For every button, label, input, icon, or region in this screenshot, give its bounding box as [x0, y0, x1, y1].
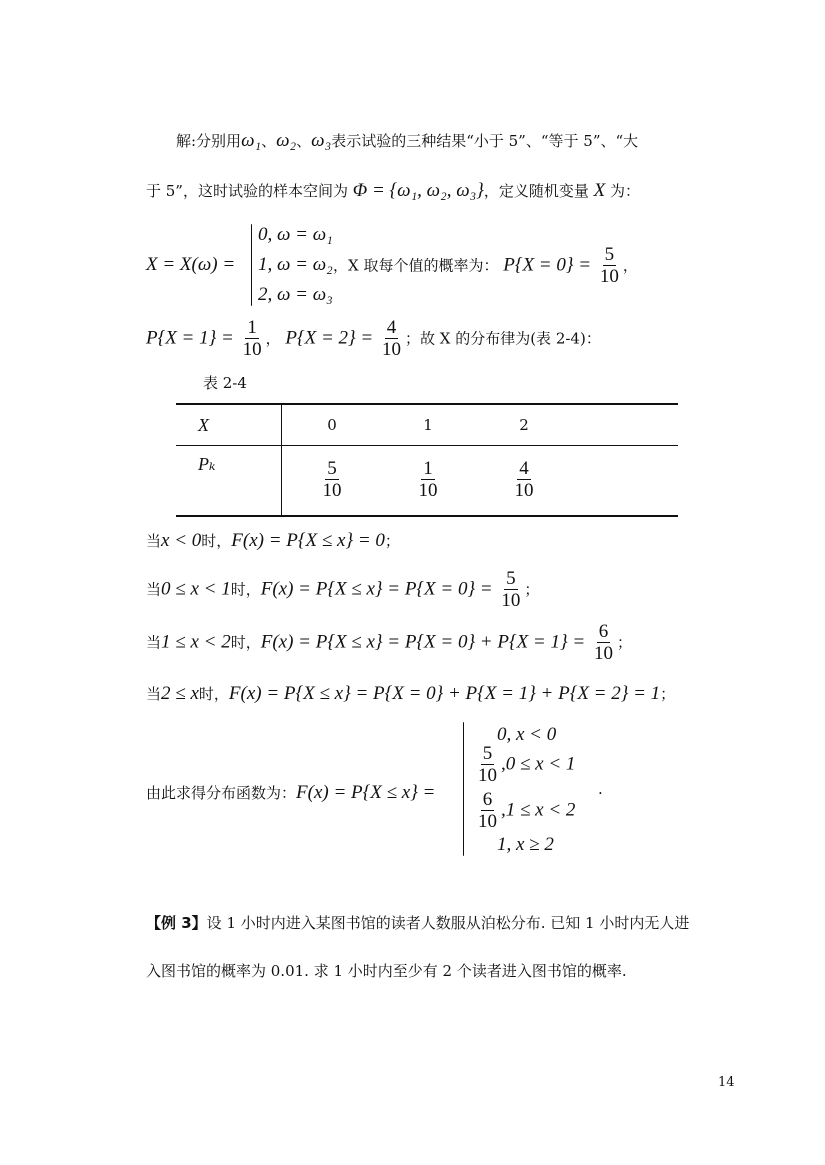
random-variable-name: X — [593, 180, 606, 201]
probs-sep: ， — [265, 329, 281, 348]
cdf-0-end: ； — [384, 532, 400, 550]
cdf-case-2-num: 5 — [482, 743, 493, 764]
table-prob-1 — [417, 459, 440, 502]
p0-den: 10 — [599, 266, 619, 287]
cdf-2-prefix: 当 — [146, 633, 162, 652]
p1-num: 1 — [247, 317, 257, 338]
cdf-2-mid: 时， — [230, 633, 261, 652]
sep-2: 、 — [296, 132, 312, 150]
example-text-1: 设 1 小时内进入某图书馆的读者人数服从泊松分布. 已知 1 小时内无人进 — [206, 914, 690, 932]
table-row — [176, 446, 678, 517]
omega-1: ω₁ — [241, 130, 262, 151]
cdf-2-cond: 1 ≤ x < 2 — [161, 631, 231, 653]
example-label: 【例 3】 — [146, 914, 207, 932]
cdf-line-3 — [146, 683, 675, 705]
cdf-final-lhs: F(x) = P{X ≤ x} = — [296, 782, 436, 803]
intro-suffix: 表示试验的三种结果“小于 5”、“等于 5”、“大 — [331, 132, 639, 150]
table-prob-0 — [321, 459, 344, 502]
p0-fraction — [598, 245, 621, 288]
cdf-case-3-cond: ,1 ≤ x < 2 — [501, 799, 576, 821]
sample-space-text3: 为： — [610, 182, 641, 200]
table-prob-2-den: 10 — [514, 480, 534, 501]
cdf-final-text: 由此求得分布函数为： — [146, 784, 297, 802]
example-line-1 — [146, 912, 689, 933]
cdf-case-3 — [474, 790, 575, 833]
sample-space-line — [146, 180, 640, 202]
example-line-2: 入图书馆的概率为 0.01. 求 1 小时内至少有 2 个读者进入图书馆的概率. — [146, 962, 627, 980]
cdf-0-prefix: 当 — [146, 532, 162, 550]
cdf-3-expr: F(x) = P{X ≤ x} = P{X = 0} + P{X = 1} + P{X = 2} = 1 — [228, 683, 661, 704]
p1-fraction — [241, 318, 264, 361]
p0-lhs: P{X = 0} = — [503, 254, 592, 276]
rv-case-2: 2, ω = ω₃ — [258, 284, 333, 305]
cdf-case-2-den: 10 — [478, 765, 497, 786]
rv-cases-brace — [251, 224, 252, 306]
omega-3: ω₃ — [311, 130, 332, 151]
sep-1: 、 — [261, 132, 277, 150]
cdf-case-3-fraction — [476, 790, 499, 833]
cdf-1-num: 5 — [506, 568, 516, 589]
intro-prefix: 解:分别用 — [176, 132, 242, 150]
cdf-2-den: 10 — [593, 643, 613, 664]
table-prob-2 — [513, 459, 536, 502]
table-prob-0-num: 5 — [327, 458, 337, 479]
cdf-3-prefix: 当 — [146, 685, 162, 703]
rv-mid-text: ，X 取每个值的概率为： — [333, 256, 499, 275]
cdf-final-line — [146, 782, 435, 804]
cdf-case-3-den: 10 — [478, 811, 497, 832]
p0-tail: ， — [622, 256, 638, 275]
cdf-1-mid: 时， — [230, 580, 261, 599]
cdf-case-3-num: 6 — [482, 789, 493, 810]
rv-case-1: 1, ω = ω₂ — [258, 254, 333, 275]
p0-num: 5 — [604, 244, 615, 265]
cdf-line-1 — [146, 569, 539, 612]
cdf-final-end: . — [598, 780, 603, 798]
p2-num: 4 — [386, 317, 397, 338]
p2-fraction — [380, 318, 403, 361]
p1-den: 10 — [242, 339, 262, 360]
table-row — [176, 404, 678, 446]
table-value-0: 0 — [327, 416, 337, 434]
cdf-case-1: 0, x < 0 — [497, 724, 557, 745]
table-prob-2-num: 4 — [519, 458, 529, 479]
rv-case-0: 0, ω = ω₁ — [258, 224, 333, 245]
table-prob-1-den: 10 — [418, 480, 438, 501]
rv-prob-text-line — [333, 245, 638, 288]
table-prob-1-num: 1 — [423, 458, 433, 479]
cdf-1-expr: F(x) = P{X ≤ x} = P{X = 0} = — [260, 578, 493, 600]
cdf-3-mid: 时， — [198, 685, 229, 703]
cdf-1-end: ； — [524, 580, 540, 599]
solution-intro-line — [176, 130, 638, 152]
cdf-line-0 — [146, 530, 400, 552]
probs-text: ；故 X 的分布律为(表 2-4)： — [404, 329, 601, 348]
cdf-0-cond: x < 0 — [161, 530, 202, 551]
cdf-0-expr: F(x) = P{X ≤ x} = 0 — [231, 530, 385, 551]
table-caption: 表 2-4 — [203, 374, 247, 392]
cdf-2-expr: F(x) = P{X ≤ x} = P{X = 0} + P{X = 1} = — [260, 631, 586, 653]
p1-lhs: P{X = 1} = — [146, 327, 234, 349]
cdf-3-end: ； — [660, 685, 676, 703]
cdf-1-prefix: 当 — [146, 580, 162, 599]
cdf-1-cond: 0 ≤ x < 1 — [161, 578, 231, 600]
table-value-2: 2 — [519, 416, 529, 434]
cdf-case-2 — [474, 744, 575, 787]
cdf-1-den: 10 — [501, 590, 521, 611]
omega-2: ω₂ — [276, 130, 297, 151]
cdf-1-fraction — [499, 569, 522, 612]
probabilities-line — [146, 318, 601, 361]
p2-lhs: P{X = 2} = — [285, 327, 374, 349]
cdf-3-cond: 2 ≤ x — [161, 683, 199, 704]
page-number: 14 — [718, 1075, 735, 1090]
cdf-case-2-cond: ,0 ≤ x < 1 — [501, 753, 576, 775]
table-prob-0-den: 10 — [322, 480, 342, 501]
rv-definition-lhs: X = X(ω) = — [146, 254, 236, 275]
table-value-1: 1 — [423, 416, 433, 434]
table-head-x: X — [176, 404, 282, 446]
cdf-final-brace — [463, 722, 464, 856]
sample-space-formula: Φ = {ω₁, ω₂, ω₃} — [352, 180, 484, 201]
sample-space-text1: 于 5”，这时试验的样本空间为 — [146, 182, 348, 200]
cdf-case-2-fraction — [476, 744, 499, 787]
cdf-2-end: ； — [616, 633, 632, 652]
cdf-2-fraction — [592, 622, 615, 665]
table-head-pk: Pₖ — [176, 446, 282, 517]
sample-space-text2: ，定义随机变量 — [483, 182, 589, 200]
cdf-line-2 — [146, 622, 632, 665]
cdf-case-4: 1, x ≥ 2 — [497, 834, 554, 855]
p2-den: 10 — [381, 339, 401, 360]
cdf-0-mid: 时， — [201, 532, 232, 550]
cdf-2-num: 6 — [598, 621, 609, 642]
distribution-table — [176, 403, 678, 517]
